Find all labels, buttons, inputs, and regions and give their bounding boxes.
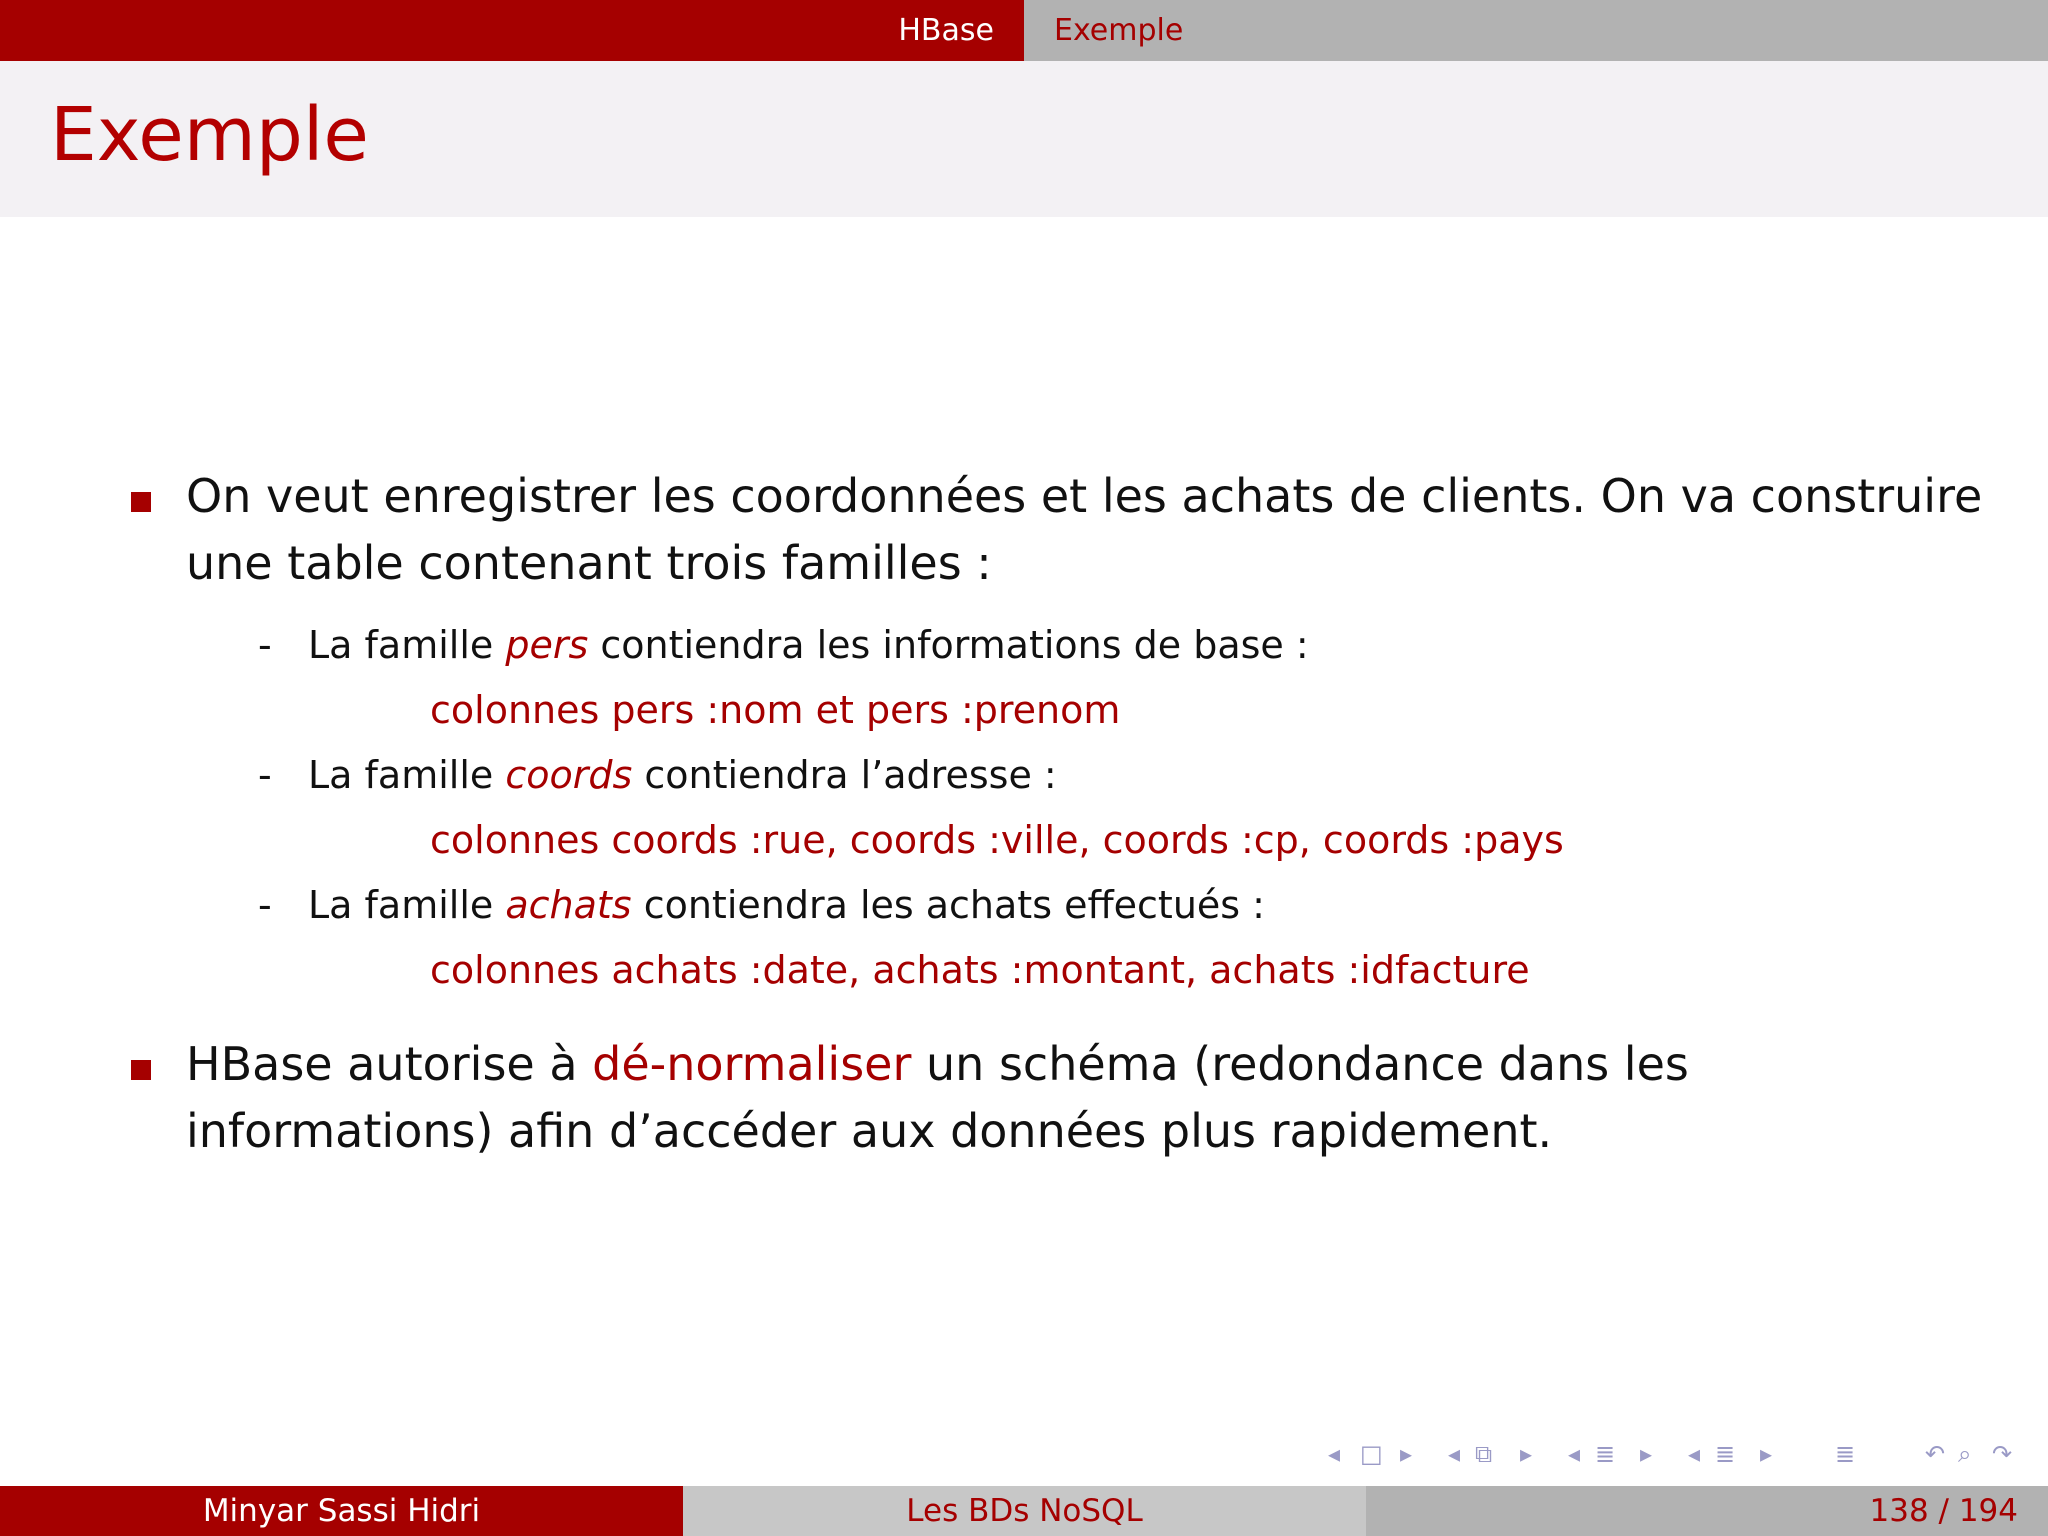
page-separator: / bbox=[1928, 1493, 1959, 1529]
frame-icon[interactable]: □ bbox=[1360, 1440, 1383, 1468]
item-text: On veut enregistrer les coordonnées et les achats de clients. On va construire une table contenant trois familles : bbox=[186, 469, 1983, 590]
columns-achats: colonnes achats :date, achats :montant, achats :idfacture bbox=[430, 948, 1530, 992]
family-name: coords bbox=[505, 753, 633, 797]
document-prev-icon[interactable]: ◂ bbox=[1688, 1440, 1701, 1468]
navigation-bar bbox=[0, 0, 2048, 61]
bullet-square-icon bbox=[131, 492, 151, 512]
subsection-prev-icon[interactable]: ◂ bbox=[1448, 1440, 1461, 1468]
dash-icon: - bbox=[258, 753, 272, 797]
columns-coords: colonnes coords :rue, coords :ville, coords :cp, coords :pays bbox=[430, 818, 1564, 862]
family-name: achats bbox=[505, 883, 632, 927]
item-text: HBase autorise à bbox=[186, 1037, 593, 1091]
redo-icon[interactable]: ↷ bbox=[1992, 1440, 2013, 1468]
nav-subsection-link[interactable]: Exemple bbox=[1054, 13, 1184, 48]
section-icon[interactable]: ≣ bbox=[1595, 1440, 1616, 1468]
dash-icon: - bbox=[258, 623, 272, 667]
footer-title: Les BDs NoSQL bbox=[683, 1486, 1366, 1536]
item-text: un schéma (redondance dans les informations) afin d’accéder aux données plus rapidement. bbox=[186, 1037, 1689, 1158]
columns-pers: colonnes pers :nom et pers :prenom bbox=[430, 688, 1121, 732]
document-next-icon[interactable]: ▸ bbox=[1760, 1440, 1773, 1468]
dash-icon: - bbox=[258, 883, 272, 927]
subsection-icon[interactable]: ⧉ bbox=[1475, 1440, 1493, 1468]
undo-icon[interactable]: ↶ bbox=[1925, 1440, 1946, 1468]
sub-item-text: La famille bbox=[308, 883, 506, 927]
nav-section-area bbox=[0, 0, 1024, 61]
sub-item-coords bbox=[308, 753, 1057, 797]
frame-title-bar bbox=[0, 61, 2048, 217]
sub-item-text: La famille bbox=[308, 623, 506, 667]
bullet-square-icon bbox=[131, 1060, 151, 1080]
section-next-icon[interactable]: ▸ bbox=[1640, 1440, 1653, 1468]
sub-item-text: contiendra les achats effectués : bbox=[631, 883, 1265, 927]
sub-item-text: La famille bbox=[308, 753, 506, 797]
sub-item-text: contiendra l’adresse : bbox=[632, 753, 1057, 797]
family-name: pers bbox=[505, 623, 589, 667]
section-prev-icon[interactable]: ◂ bbox=[1568, 1440, 1581, 1468]
footer-page-number bbox=[1366, 1486, 2048, 1536]
appendix-icon[interactable]: ≣ bbox=[1835, 1440, 1856, 1468]
search-icon[interactable]: ⌕ bbox=[1958, 1440, 1972, 1468]
frame-prev-icon[interactable]: ◂ bbox=[1328, 1440, 1341, 1468]
footer-bar bbox=[0, 1486, 2048, 1536]
sub-item-pers bbox=[308, 623, 1309, 667]
list-item bbox=[186, 1031, 1996, 1165]
document-icon[interactable]: ≣ bbox=[1715, 1440, 1736, 1468]
page-current: 138 bbox=[1869, 1493, 1929, 1529]
sub-item-achats bbox=[308, 883, 1265, 927]
nav-subsection-area bbox=[1024, 0, 2048, 61]
subsection-next-icon[interactable]: ▸ bbox=[1520, 1440, 1533, 1468]
sub-item-text: contiendra les informations de base : bbox=[588, 623, 1309, 667]
footer-author: Minyar Sassi Hidri bbox=[0, 1486, 683, 1536]
page-title: Exemple bbox=[50, 92, 369, 178]
list-item bbox=[186, 463, 1996, 597]
frame-next-icon[interactable]: ▸ bbox=[1400, 1440, 1413, 1468]
beamer-navigation-symbols bbox=[1320, 1440, 2040, 1470]
page-total: 194 bbox=[1958, 1493, 2018, 1529]
nav-section-link[interactable]: HBase bbox=[898, 13, 994, 48]
highlight-term: dé-normaliser bbox=[592, 1037, 912, 1091]
